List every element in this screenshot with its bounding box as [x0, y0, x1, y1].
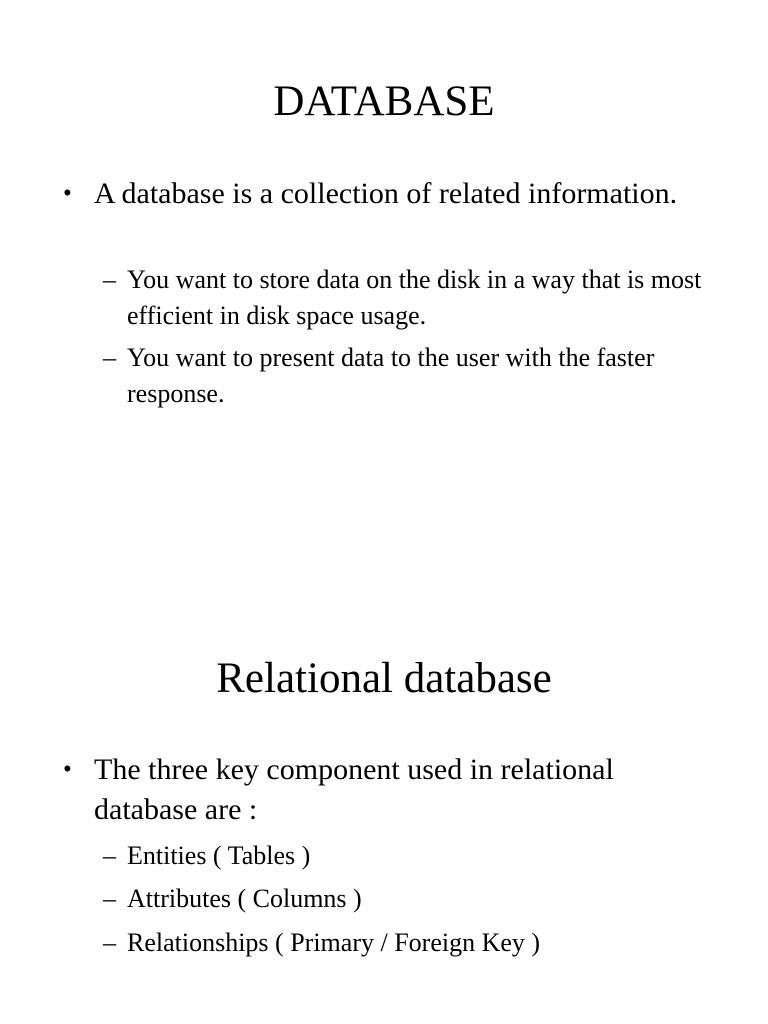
- bullet-marker: •: [63, 180, 72, 207]
- dash-marker: –: [103, 265, 116, 294]
- slide-title: DATABASE: [273, 78, 495, 125]
- dash-marker: –: [103, 343, 116, 372]
- sub-item-text: Entities ( Tables ): [127, 841, 311, 870]
- sub-item-text: Attributes ( Columns ): [127, 884, 362, 913]
- dash-marker: –: [103, 841, 116, 870]
- slide-title: Relational database: [216, 655, 552, 702]
- slide-relational-database: [0, 512, 768, 1024]
- bullet-marker: •: [63, 756, 72, 783]
- bullet-text: A database is a collection of related information.: [94, 177, 678, 210]
- dash-marker: –: [103, 928, 116, 957]
- dash-marker: –: [103, 884, 116, 913]
- sub-item-text: You want to store data on the disk in a way that is most efficient in disk space usage.: [127, 265, 702, 330]
- bullet-text: The three key component used in relational database are :: [94, 753, 614, 826]
- sub-item-text: You want to present data to the user with the faster response.: [127, 343, 655, 408]
- sub-item-text: Relationships ( Primary / Foreign Key ): [127, 928, 541, 957]
